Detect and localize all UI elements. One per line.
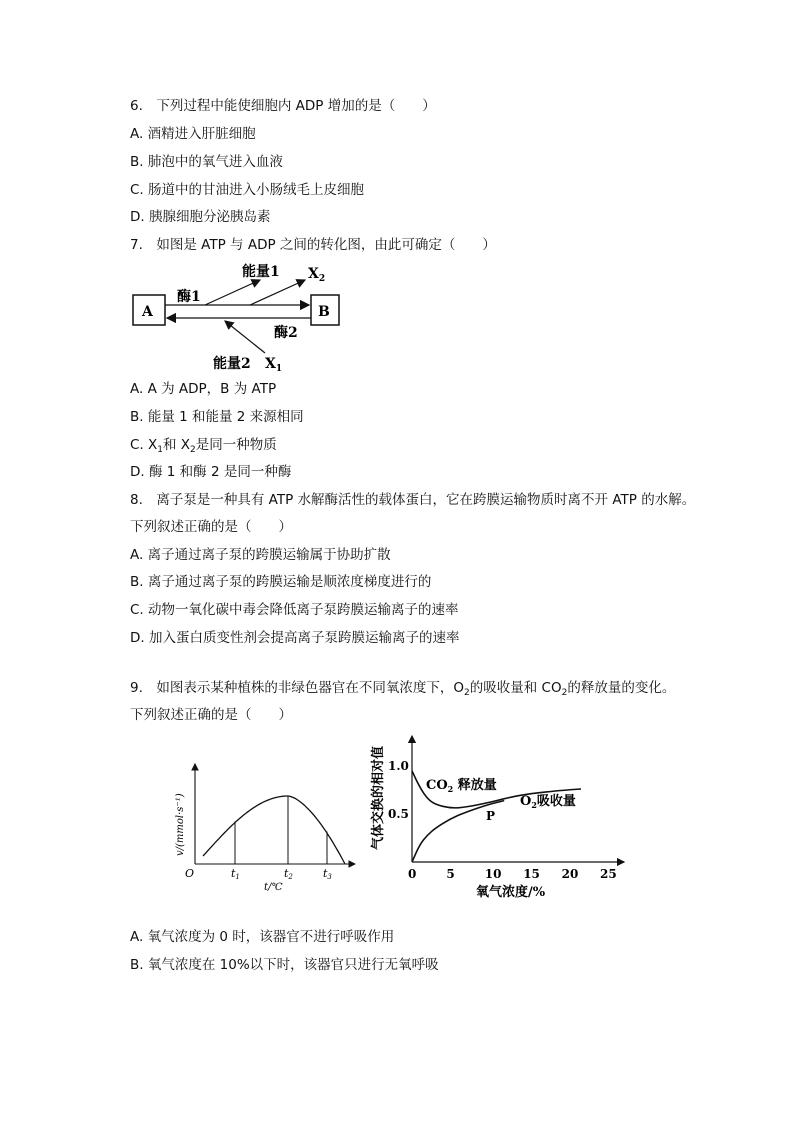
atp-adp-diagram xyxy=(125,258,355,376)
q8-option-b: B. 离子通过离子泵的跨膜运输是顺浓度梯度进行的 xyxy=(130,574,432,590)
chart1-tick-t1: t1 xyxy=(231,867,240,881)
q6-option-c: C. 肠道中的甘油进入小肠绒毛上皮细胞 xyxy=(130,182,365,198)
chart2-xtick-0: 0 xyxy=(408,867,417,881)
energy2-label: 能量2 xyxy=(213,356,251,372)
chart2-y-label: 气体交换的相对值 xyxy=(371,745,386,850)
chart1-origin: O xyxy=(185,867,195,880)
chart2-o2-label: $O_2$吸收量 xyxy=(520,794,576,810)
chart1-series-v xyxy=(203,796,345,864)
q9-stem-2: 下列叙述正确的是（ ） xyxy=(130,707,292,723)
chart2-ytick-0.5: 0.5 xyxy=(388,807,409,821)
chart2-ytick-1.0: 1.0 xyxy=(388,759,409,773)
enzyme1-label: 酶1 xyxy=(177,289,201,305)
q7-option-a: A. A 为 ADP，B 为 ATP xyxy=(130,381,277,397)
q8-option-c: C. 动物一氧化碳中毒会降低离子泵跨膜运输离子的速率 xyxy=(130,602,459,618)
q8-option-d: D. 加入蛋白质变性剂会提高离子泵跨膜运输离子的速率 xyxy=(130,630,460,646)
q9-stem: 9. 如图表示某种植株的非绿色器官在不同氧浓度下，$O_2$的吸收量和 $CO_2$的释放量的变化。 xyxy=(130,680,676,698)
energy1-label: 能量1 xyxy=(242,264,280,280)
q6-option-b: B. 肺泡中的氧气进入血液 xyxy=(130,154,283,170)
chart2-xtick-10: 10 xyxy=(484,867,502,881)
box-a-label: A xyxy=(142,304,153,320)
q8-option-a: A. 离子通过离子泵的跨膜运输属于协助扩散 xyxy=(130,547,391,563)
chart2-x-ticks xyxy=(408,867,617,881)
q6-option-a: A. 酒精进入肝脏细胞 xyxy=(130,126,256,142)
q6-option-d: D. 胰腺细胞分泌胰岛素 xyxy=(130,209,271,225)
chart1-y-label: v/(mmol·s⁻¹) xyxy=(175,793,186,856)
box-b-label: B xyxy=(318,304,330,320)
chart2-xtick-5: 5 xyxy=(446,867,455,881)
chart1-tick-t3: t3 xyxy=(323,867,332,881)
q7-stem: 7. 如图是 ATP 与 ADP 之间的转化图，由此可确定（ ） xyxy=(130,237,496,253)
oxygen-gas-exchange-chart xyxy=(358,730,630,902)
q6-stem: 6. 下列过程中能使细胞内 ADP 增加的是（ ） xyxy=(130,98,436,114)
chart2-xtick-15: 15 xyxy=(523,867,540,881)
x2-arrow xyxy=(250,280,305,305)
chart2-point-p: P xyxy=(486,809,496,823)
q8-stem-2: 下列叙述正确的是（ ） xyxy=(130,519,292,535)
chart1-x-label: t/℃ xyxy=(264,882,283,892)
q7-option-d: D. 酶 1 和酶 2 是同一种酶 xyxy=(130,464,292,480)
q8-stem: 8. 离子泵是一种具有 ATP 水解酶活性的载体蛋白，它在跨膜运输物质时离不开 ATP 的水解。 xyxy=(130,492,696,508)
q9-option-b: B. 氧气浓度在 10%以下时，该器官只进行无氧呼吸 xyxy=(130,957,439,973)
q9-option-a: A. 氧气浓度为 0 时，该器官不进行呼吸作用 xyxy=(130,929,395,945)
x1-label: $X_1$ xyxy=(265,356,283,374)
energy2-arrow xyxy=(225,321,265,353)
temperature-rate-chart xyxy=(170,760,360,892)
enzyme2-label: 酶2 xyxy=(274,325,298,341)
chart2-xtick-25: 25 xyxy=(600,867,617,881)
chart2-xtick-20: 20 xyxy=(561,867,579,881)
energy1-arrow xyxy=(205,280,260,305)
chart2-x-label: 氧气浓度/% xyxy=(476,885,546,900)
q7-option-b: B. 能量 1 和能量 2 来源相同 xyxy=(130,409,304,425)
chart2-co2-label: $CO_2$ 释放量 xyxy=(426,778,497,794)
x1-arrow-line xyxy=(225,321,273,353)
q7-option-c: C. $X_1$和 $X_2$是同一种物质 xyxy=(130,437,277,455)
chart1-tick-t2: t2 xyxy=(284,867,293,881)
x2-label: $X_2$ xyxy=(308,266,326,284)
